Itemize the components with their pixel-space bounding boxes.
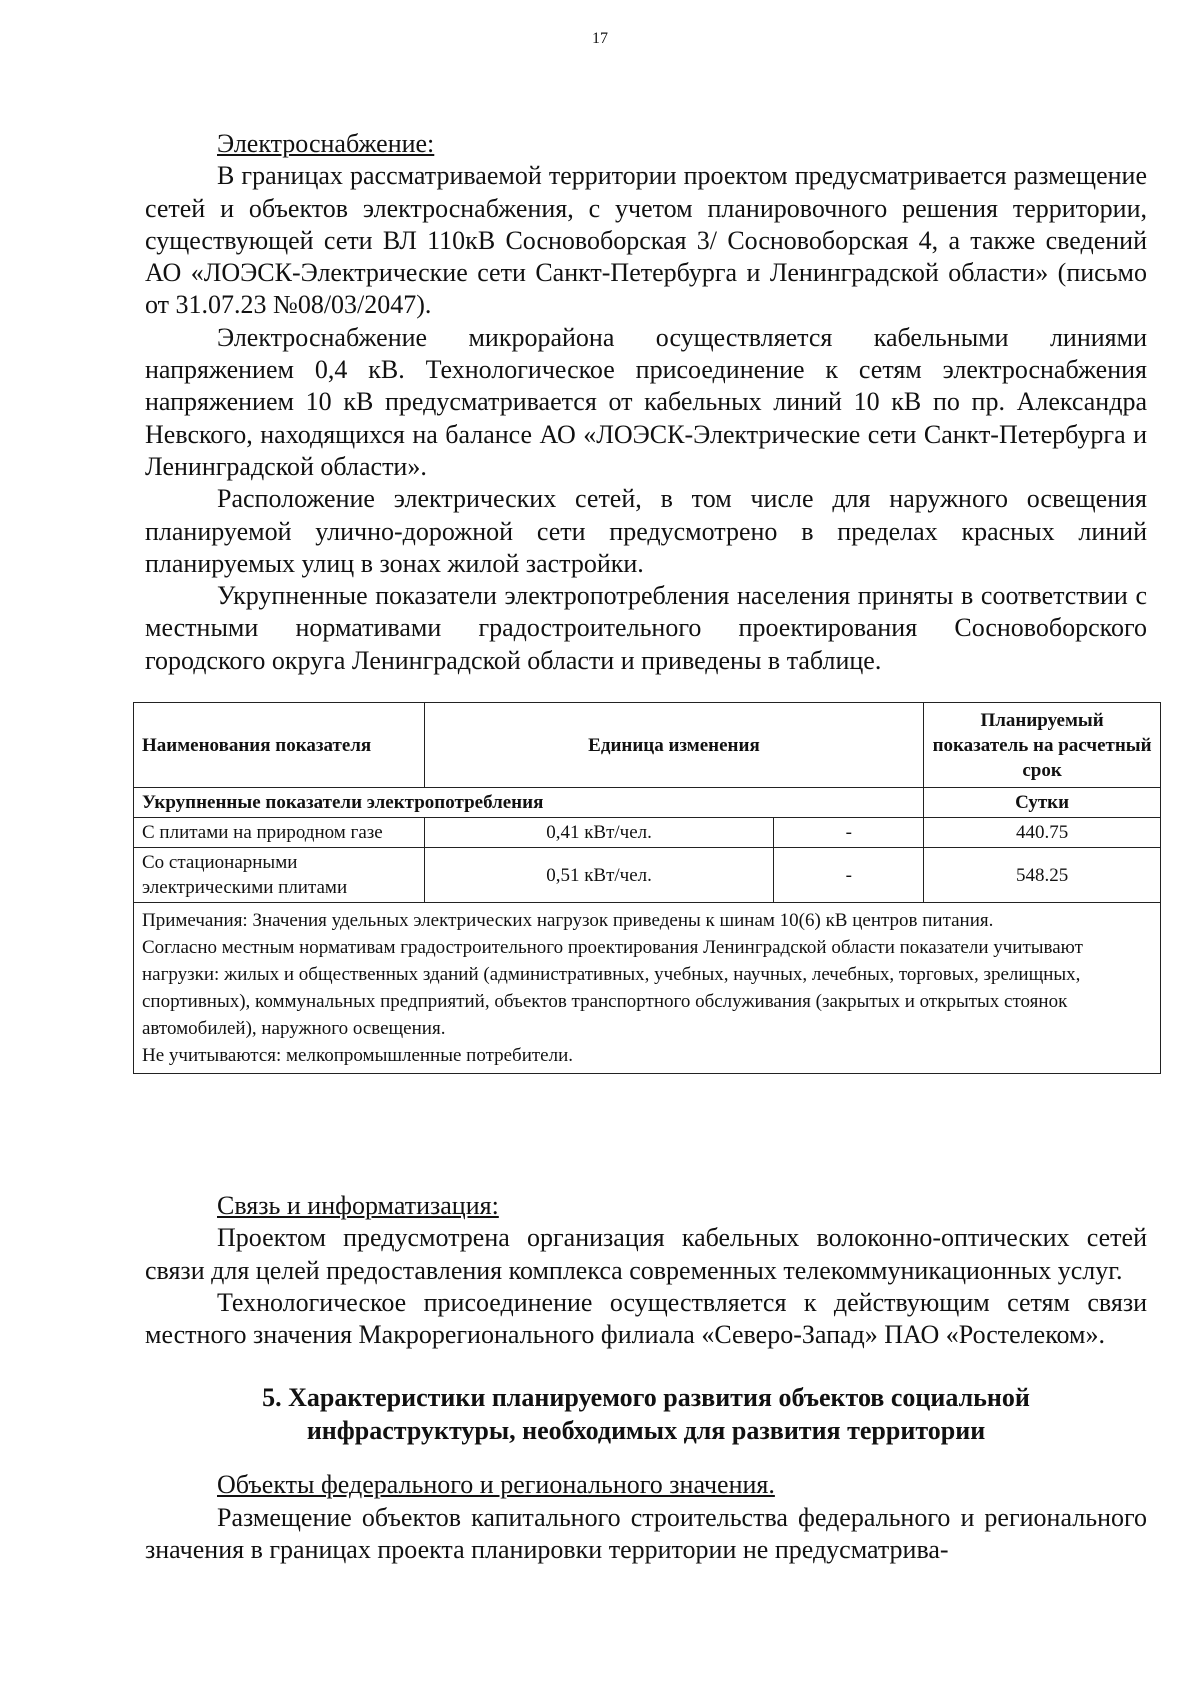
power-paragraph-2: Электроснабжение микрорайона осуществляется кабельными линиями напряжением 0,4 кВ. Технологическое присоединение к сетям электроснабжения напряжением 10 кВ предусматривается от кабельных линий 10 кВ по пр. Александра Невского, находящихся на балансе АО «ЛОЭСК-Электрические сети Санкт-Петербурга и Ленинградской области». <box>145 322 1147 481</box>
page-number: 17 <box>592 30 608 47</box>
telecom-paragraph-1: Проектом предусмотрена организация кабельных волоконно-оптических сетей связи для целей предоставления комплекса современных телекоммуникационных услуг. <box>145 1223 1147 1285</box>
row-unit: 0,51 кВт/чел. <box>424 848 774 903</box>
telecom-heading: Связь и информатизация: <box>217 1191 499 1220</box>
consumption-table <box>133 702 1161 1074</box>
power-paragraph-1: В границах рассматриваемой территории проектом предусматривается размещение сетей и объектов электроснабжения, с учетом планировочного решения территории, существующей сети ВЛ 110кВ Сосновоборская 3/ Сосновоборская 4, а также сведений АО «ЛОЭСК-Электрические сети Санкт-Петербурга и Ленинградской области» (письмо от 31.07.23 №08/03/2047). <box>145 161 1147 320</box>
group-unit: Сутки <box>924 788 1161 818</box>
row-dash: - <box>774 818 924 848</box>
note-1: Примечания: Значения удельных электрических нагрузок приведены к шинам 10(6) кВ центров питания. <box>142 910 994 931</box>
telecom-and-section5 <box>145 1190 1147 1566</box>
table-group-row <box>134 788 1161 818</box>
row-value: 440.75 <box>924 818 1161 848</box>
table-notes <box>134 903 1161 1074</box>
row-name: Со стационарными электрическими плитами <box>134 848 425 903</box>
header-unit: Единица изменения <box>424 703 923 788</box>
note-2: Согласно местным нормативам градостроительного проектирования Ленинградской области показатели учитывают нагрузки: жилых и общественных зданий (административных, учебных, научных, лечебных, торговых, зрелищных, спортивных), коммунальных предприятий, объектов транспортного обслуживания (закрытых и открытых стоянок автомобилей), наружного освещения. <box>142 937 1083 1039</box>
table-row <box>134 848 1161 903</box>
telecom-paragraph-2: Технологическое присоединение осуществляется к действующим сетям связи местного значения Макрорегионального филиала «Северо-Запад» ПАО «Ростелеком». <box>145 1287 1147 1350</box>
header-indicator-name: Наименования показателя <box>134 703 425 788</box>
row-dash: - <box>774 848 924 903</box>
power-heading: Электроснабжение: <box>217 129 435 158</box>
power-section <box>145 128 1147 677</box>
power-paragraph-3: Расположение электрических сетей, в том числе для наружного освещения планируемой улично-дорожной сети предусмотрено в пределах красных линий планируемых улиц в зонах жилой застройки. <box>145 484 1147 578</box>
row-value: 548.25 <box>924 848 1161 903</box>
table-notes-row <box>134 903 1161 1074</box>
section-5-paragraph-1: Размещение объектов капитального строительства федерального и регионального значения в границах проекта планировки территории не предусматрива- <box>145 1502 1147 1565</box>
section-5-subheading: Объекты федерального и регионального значения. <box>217 1470 775 1500</box>
power-paragraph-4: Укрупненные показатели электропотребления населения приняты в соответствии с местными нормативами градостроительного проектирования Сосновоборского городского округа Ленинградской области и приведены в таблице. <box>145 581 1147 675</box>
table-row <box>134 818 1161 848</box>
table-header-row <box>134 703 1161 788</box>
row-name: С плитами на природном газе <box>134 818 425 848</box>
group-label: Укрупненные показатели электропотребления <box>134 788 924 818</box>
header-planned-value: Планируемый показатель на расчетный срок <box>924 703 1161 788</box>
note-3: Не учитываются: мелкопромышленные потребители. <box>142 1045 574 1066</box>
row-unit: 0,41 кВт/чел. <box>424 818 774 848</box>
section-5-title: 5. Характеристики планируемого развития объектов социальной инфраструктуры, необходимых для развития территории <box>262 1383 1030 1446</box>
